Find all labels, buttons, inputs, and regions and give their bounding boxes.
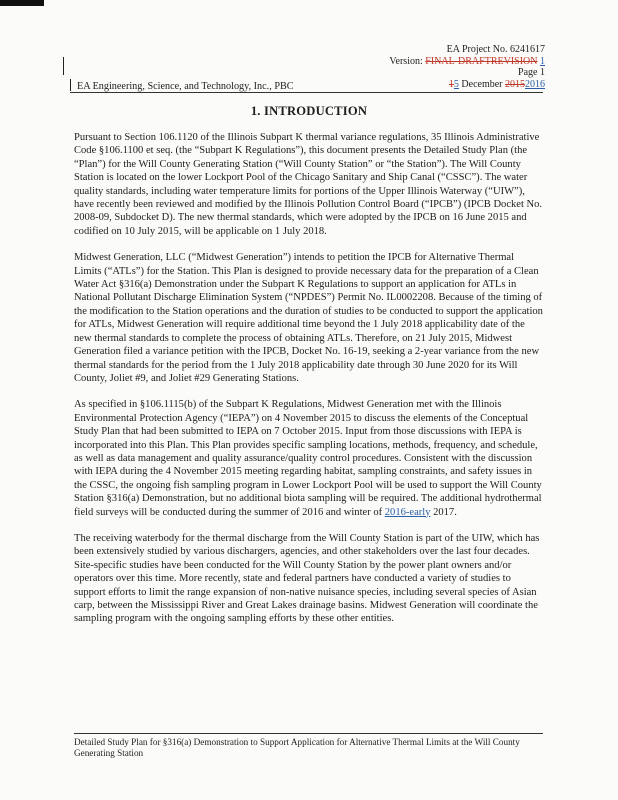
page-number: Page 1 [518, 67, 545, 79]
paragraph-3-text: As specified in §106.1115(b) of the Subpart K Regulations, Midwest Generation met with the Illinois Environmental Protection Agency (“IEPA”) on 4 November 2015 to discuss the elements of the Conceptual Study Plan that had been submitted to IEPA on 7 October 2015. Input from those discussions with IEPA is incorporated into this Plan. This Plan provides specific sampling locations, methods, frequency, and schedule, as well as data management and quality assurance/quality control procedures. Consistent with the discussion with IEPA during the 4 November 2015 meeting regarding habitat, sampling constraints, and safety issues in the CSSC, the ongoing fish sampling program in Lower Lockport Pool will be used to support the Will County Station §316(a) Demonstration, but no additional biota sampling will be required. The additional hydrothermal field surveys will be conducted during the summer of 2016 and winter of [74, 399, 542, 518]
version-number: 1 [540, 55, 545, 67]
paragraph-3-end: 2017. [430, 506, 457, 518]
date-month: December [461, 78, 503, 90]
paragraph-1: Pursuant to Section 106.1120 of the Illinois Subpart K thermal variance regulations, 35 Illinois Administrative Code §106.1100 et seq. (the “Subpart K Regulations”), this document presents the Detailed Study Plan (the “Plan”) for the Will County Generating Station (“Will County Station” or “the Station”). The Will County Station is located on the lower Lockport Pool of the Chicago Sanitary and Ship Canal (“CSSC”). The water quality standards, including water temperature limits for portions of the Upper Illinois Waterway (“UIW”), have recently been reviewed and modified by the Illinois Pollution Control Board (“IPCB”) (IPCB Docket No. 2008-09, Subdocket D). The new thermal standards, which were adopted by the IPCB on 16 June 2015 and codified on 10 July 2015, will be applicable on 1 July 2018. [74, 132, 543, 237]
body-text [74, 131, 543, 639]
date-year-deleted: 2015 [505, 78, 525, 90]
paragraph-2: Midwest Generation, LLC (“Midwest Generation”) intends to petition the IPCB for Alternative Thermal Limits (“ATLs”) for the Station. This Plan is designed to provide necessary data for the preparation of a Clean Water Act §316(a) Demonstration under the Subpart K Regulations to support an application for ATLs in National Pollutant Discharge Elimination System (“NPDES”) Permit No. IL0002208. Because of the timing of the modification to the Station operations and the duration of studies to be conducted to support the application for ATLs, Midwest Generation will require additional time beyond the 1 July 2018 applicability date of the new thermal standards to complete the process of obtaining ATLs. Therefore, on 21 July 2015, Midwest Generation filed a variance petition with the IPCB, Docket No. 16-19, seeking a 2-year variance from the new thermal standards for the period from the 1 July 2018 applicability date through 30 June 2020 for its Will County, Joliet #9, and Joliet #29 Generating Stations. [74, 252, 543, 384]
margin-change-bar [63, 57, 64, 75]
footer-divider [74, 733, 543, 734]
project-number: EA Project No. 6241617 [446, 44, 545, 55]
footer-text: Detailed Study Plan for §316(a) Demonstration to Support Application for Alternative Thermal Limits at the Will County Generating Station [74, 737, 520, 758]
date-day-deleted: 1 [448, 78, 454, 90]
header-divider [70, 92, 543, 93]
paragraph-3 [74, 398, 543, 519]
change-bar [70, 79, 71, 91]
date-day-inserted: 5 [453, 78, 459, 90]
header-company [70, 79, 294, 92]
version-line [389, 56, 545, 68]
version-label: Version: [389, 55, 423, 67]
scan-corner-mark [0, 0, 44, 6]
section-title: 1. INTRODUCTION [250, 104, 368, 118]
company-name: EA Engineering, Science, and Technology, Inc., PBC [77, 81, 294, 92]
paragraph-4: The receiving waterbody for the thermal discharge from the Will County Station is part of the UIW, which has been extensively studied by various dischargers, agencies, and other stakeholders over the last four decades. Site-specific studies have been conducted for the Will County Station by the power plant owners and/or operators over this time. More recently, state and federal partners have conducted a variety of studies to support efforts to limit the range expansion of non-native nuisance species, including several species of Asian carp, between the Mississippi River and Great Lakes drainage basins. Midwest Generation will coordinate the sampling program with the ongoing sampling efforts by these other entities. [74, 532, 540, 625]
date-line [389, 79, 545, 91]
header-project-block [389, 44, 545, 90]
version-deleted: FINAL-DRAFTREVISION [425, 55, 538, 67]
paragraph-3-revision: 2016-early [384, 506, 431, 518]
date-year-inserted: 2016 [525, 78, 545, 90]
